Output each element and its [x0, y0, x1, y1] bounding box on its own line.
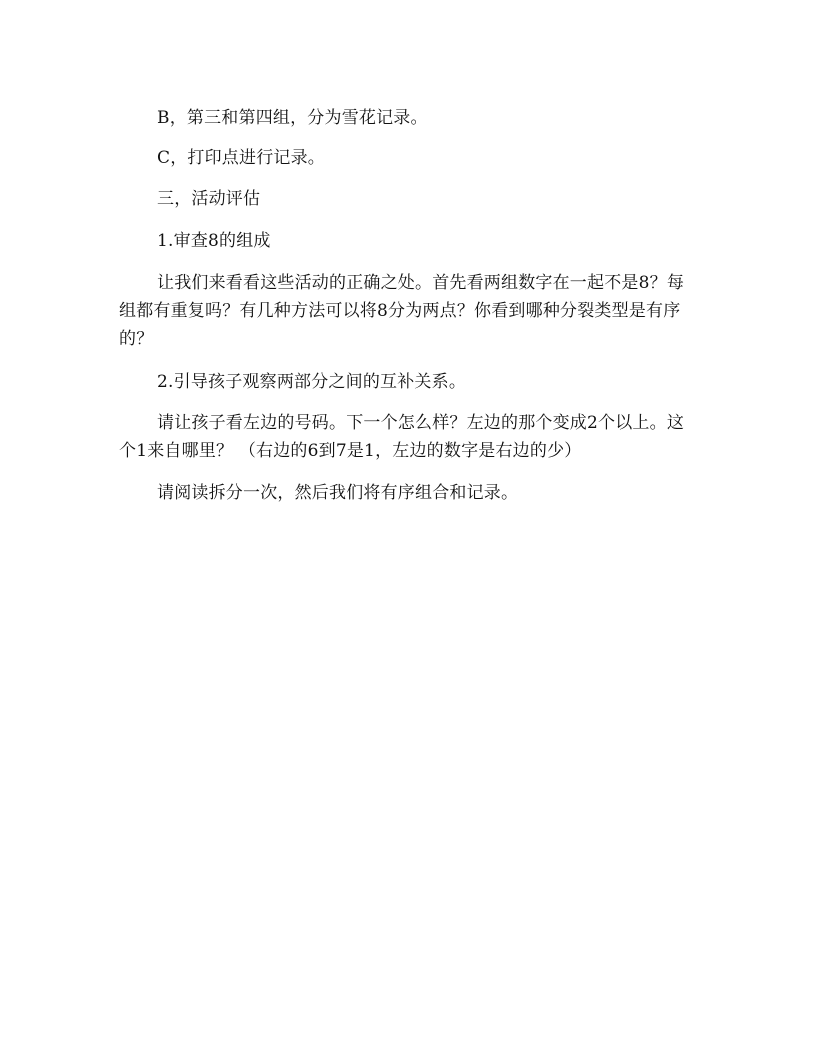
paragraph-review-questions: 让我们来看看这些活动的正确之处。首先看两组数字在一起不是8？每组都有重复吗？有几种方法可以将8分为两点？你看到哪种分裂类型是有序的？	[119, 273, 685, 349]
document-body	[119, 104, 697, 507]
paragraph-b-snowflake-record: B，第三和第四组，分为雪花记录。	[157, 108, 428, 128]
subheading-review-composition-of-8: 1.审查8的组成	[157, 231, 271, 251]
paragraph-ordered-combination: 请阅读拆分一次，然后我们将有序组合和记录。	[157, 483, 519, 503]
paragraph-c-print-dots: C，打印点进行记录。	[157, 148, 326, 168]
subheading-complementary-relationship: 2.引导孩子观察两部分之间的互补关系。	[157, 372, 467, 392]
paragraph-left-right-numbers: 请让孩子看左边的号码。下一个怎么样？左边的那个变成2个以上。这个1来自哪里？ （右边的6到7是1，左边的数字是右边的少）	[119, 413, 685, 461]
section-heading-activity-evaluation: 三，活动评估	[157, 189, 261, 209]
